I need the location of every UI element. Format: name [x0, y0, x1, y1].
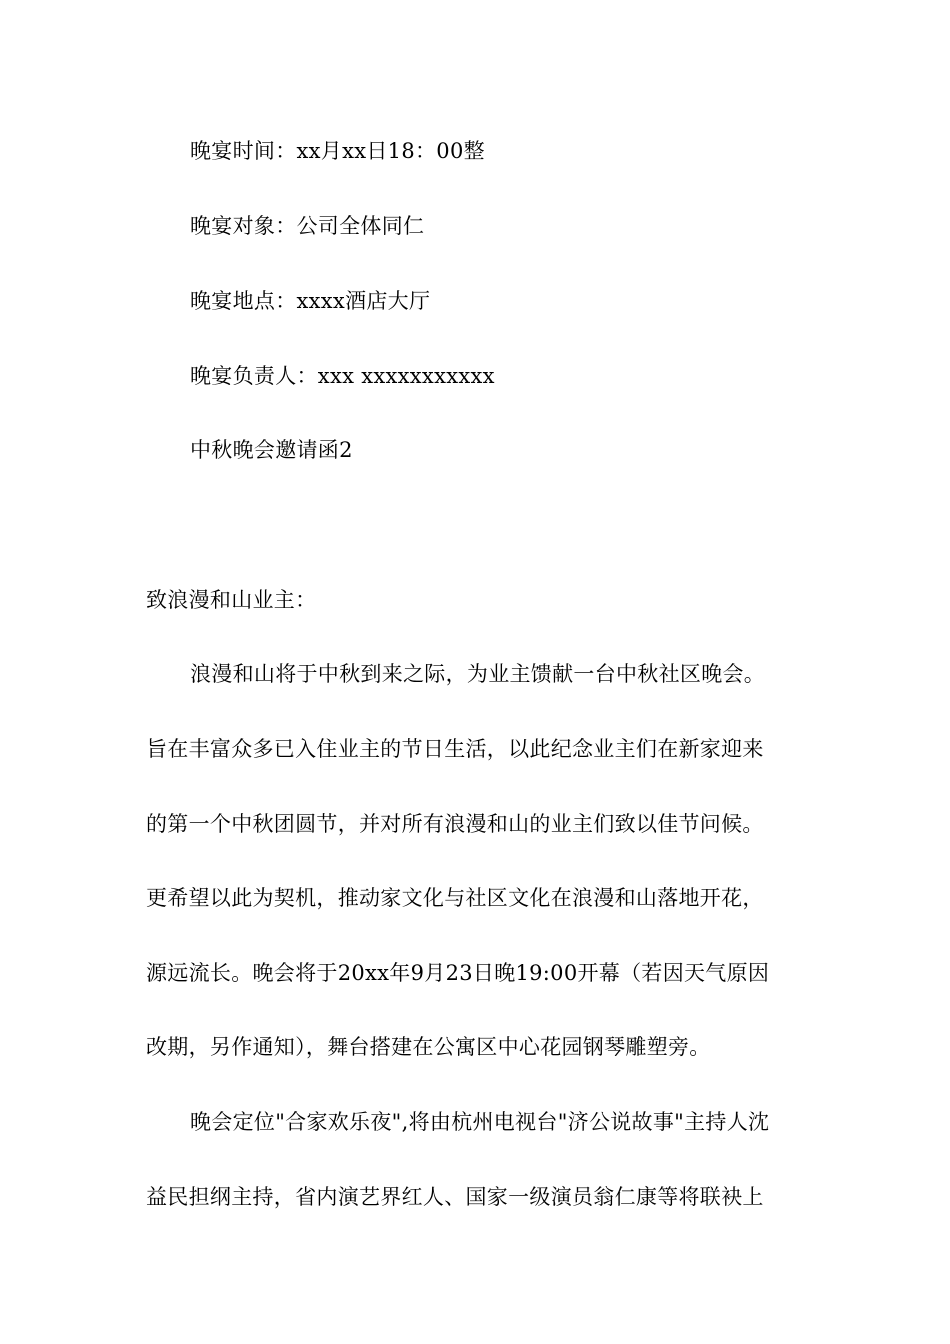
paragraph-line: 旨在丰富众多已入住业主的节日生活，以此纪念业主们在新家迎来	[146, 737, 764, 761]
paragraph-line: 浪漫和山将于中秋到来之际，为业主馈献一台中秋社区晚会。	[190, 662, 766, 686]
paragraph-line: 源远流长。晚会将于20xx年9月23日晚19:00开幕（若因天气原因	[146, 961, 770, 985]
paragraph-line: 更希望以此为契机，推动家文化与社区文化在浪漫和山落地开花，	[146, 886, 764, 910]
paragraph-line: 益民担纲主持，省内演艺界红人、国家一级演员翁仁康等将联袂上	[146, 1185, 764, 1209]
paragraph-line: 改期，另作通知），舞台搭建在公寓区中心花园钢琴雕塑旁。	[146, 1035, 711, 1059]
banquet-audience: 晚宴对象：公司全体同仁	[190, 214, 425, 238]
banquet-time: 晚宴时间：xx月xx日18：00整	[190, 139, 485, 163]
banquet-contact: 晚宴负责人：xxx xxxxxxxxxxx	[190, 364, 495, 388]
section-title: 中秋晚会邀请函2	[190, 438, 353, 462]
banquet-location: 晚宴地点：xxxx酒店大厅	[190, 289, 431, 313]
salutation: 致浪漫和山业主：	[146, 588, 317, 612]
paragraph-line: 的第一个中秋团圆节，并对所有浪漫和山的业主们致以佳节问候。	[146, 812, 764, 836]
paragraph-line: 晚会定位"合家欢乐夜",将由杭州电视台"济公说故事"主持人沈	[190, 1110, 770, 1134]
